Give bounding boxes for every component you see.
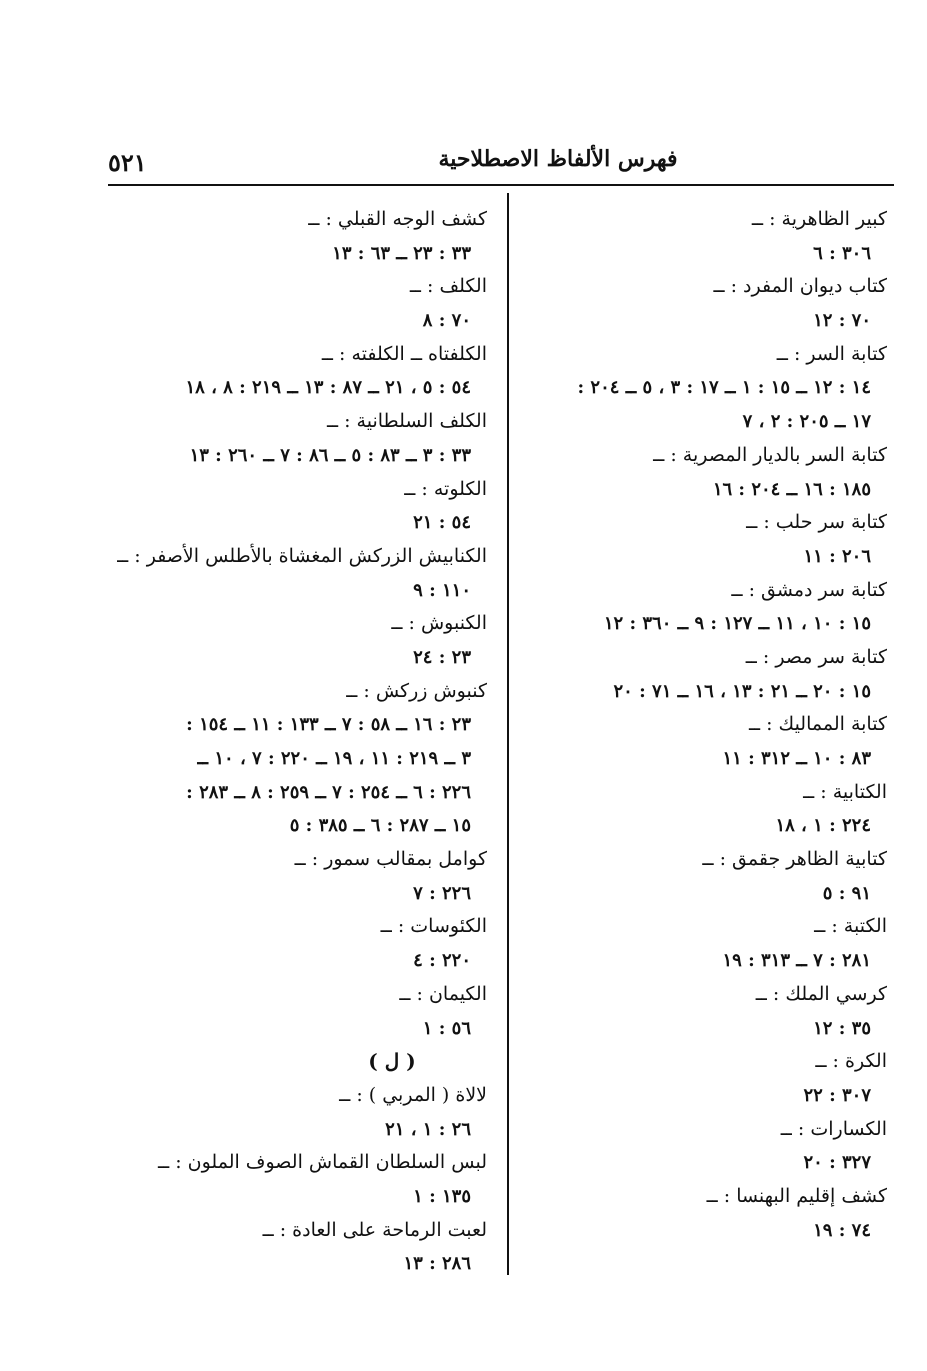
page-reference: ٢٢٦ : ٦ ــ ٢٥٤ : ٧ ــ ٢٥٩ : ٨ ــ ٢٨٣ : xyxy=(186,781,471,803)
index-term: الكرة : ــ xyxy=(815,1050,887,1073)
index-term: الكلف السلطانية : ــ xyxy=(326,410,487,433)
page-number: ٥٢١ xyxy=(108,148,147,177)
index-term: كشف إقليم البهنسا : ــ xyxy=(706,1184,887,1207)
index-term: الكلوته : ــ xyxy=(404,477,487,500)
page-reference: ٧٤ : ١٩ xyxy=(813,1219,871,1241)
index-term: كتابة المماليك : ــ xyxy=(748,713,887,736)
index-term: كتابية الظاهر جقمق : ــ xyxy=(702,848,887,871)
page-reference: ٣٢٧ : ٢٠ xyxy=(803,1152,871,1174)
page-title: فهرس الألفاظ الاصطلاحية xyxy=(438,146,678,172)
index-term: الكئوسات : ــ xyxy=(380,915,487,938)
index-term: كبير الظاهرية : ــ xyxy=(751,208,887,230)
page-reference: ٣٣ : ٢٣ ــ ٦٣ : ١٣ xyxy=(332,242,471,264)
index-term: كتابة سر دمشق : ــ xyxy=(731,578,887,601)
page-reference: ٥٤ : ٥ ، ٢١ ــ ٨٧ : ١٣ ــ ٢١٩ : ٨ ، ١٨ xyxy=(185,377,471,399)
page-reference: ٣ ــ ٢١٩ : ١١ ، ١٩ ــ ٢٢٠ : ٧ ، ١٠ ــ xyxy=(197,748,471,769)
page-reference: ١١٠ : ٩ xyxy=(413,579,471,601)
page-reference: ١٥ : ١٠ ، ١١ ــ ١٢٧ : ٩ ــ ٣٦٠ : ١٢ xyxy=(603,613,871,635)
index-term: الكلف : ــ xyxy=(409,275,487,298)
index-column-right xyxy=(512,203,887,1247)
page-reference: ٣٥ : ١٢ xyxy=(813,1017,871,1039)
page-reference: ٢٢٤ : ١ ، ١٨ xyxy=(775,815,871,837)
page-reference: ٢٣ : ١٦ ــ ٥٨ : ٧ ــ ١٣٣ : ١١ ــ ١٥٤ : xyxy=(186,714,471,736)
page-header xyxy=(108,146,894,186)
index-term: كوامل بمقالب سمور : ــ xyxy=(294,848,487,871)
page-reference: ١٥ : ٢٠ ــ ٢١ : ١٣ ، ١٦ ــ ٧١ : ٢٠ xyxy=(613,680,871,702)
page-reference: ٩١ : ٥ xyxy=(822,882,871,904)
index-term: كتابة السر : ــ xyxy=(776,342,887,365)
page-reference: ٧٠ : ١٢ xyxy=(813,310,871,332)
index-term: كرسي الملك : ــ xyxy=(755,982,887,1005)
page-reference: ٢٦ : ١ ، ٢١ xyxy=(385,1118,471,1140)
page-reference: ١٨٥ : ١٦ ــ ٢٠٤ : ١٦ xyxy=(712,478,871,500)
index-term: الكتبة : ــ xyxy=(814,915,887,938)
page-reference: ١٤ : ١٢ ــ ١٥ : ١ ــ ١٧ : ٣ ، ٥ ــ ٢٠٤ : xyxy=(577,377,871,399)
index-column-left xyxy=(117,203,487,1281)
page-reference: ٣٠٦ : ٦ xyxy=(813,242,871,264)
page-reference: ٢٢٠ : ٤ xyxy=(413,950,471,972)
index-term: كتابة سر حلب : ــ xyxy=(746,511,887,534)
letter-heading: ( ل ) xyxy=(368,1049,416,1074)
page-reference: ٢٨١ : ٧ ــ ٣١٣ : ١٩ xyxy=(722,950,871,972)
page-reference: ١٧ ــ ٢٠٥ : ٢ ، ٧ xyxy=(742,411,871,433)
page-reference: ٧٠ : ٨ xyxy=(422,310,471,332)
index-term: الكتابية : ــ xyxy=(803,780,887,803)
page-reference: ٢٢٦ : ٧ xyxy=(413,882,471,904)
page-reference: ٣٠٧ : ٢٢ xyxy=(803,1084,871,1106)
index-term: الكلفتاه ــ الكلفته : ــ xyxy=(321,342,487,365)
header-rule xyxy=(108,184,894,186)
index-term: كتاب ديوان المفرد : ــ xyxy=(713,275,887,298)
page-reference: ٥٤ : ٢١ xyxy=(413,512,471,534)
index-term: كتابة سر مصر : ــ xyxy=(745,645,887,668)
index-term: الكنبوش : ــ xyxy=(391,612,487,635)
page-reference: ٥٦ : ١ xyxy=(422,1017,471,1039)
index-term: كتابة السر بالديار المصرية : ــ xyxy=(653,443,887,466)
page-reference: ١٥ ــ ٢٨٧ : ٦ ــ ٣٨٥ : ٥ xyxy=(289,815,471,837)
index-term: لبس السلطان القماش الصوف الملون : ــ xyxy=(158,1151,487,1174)
page-reference: ١٣٥ : ١ xyxy=(413,1185,471,1207)
page-reference: ٣٣ : ٣ ــ ٨٣ : ٥ ــ ٨٦ : ٧ ــ ٢٦٠ : ١٣ xyxy=(189,444,471,466)
page-reference: ٨٣ : ١٠ ــ ٣١٢ : ١١ xyxy=(722,748,871,769)
page-reference: ٢٣ : ٢٤ xyxy=(413,646,471,668)
page-reference: ٢٨٦ : ١٣ xyxy=(403,1253,471,1275)
index-term: كشف الوجه القبلي : ــ xyxy=(308,208,487,230)
index-term: الكسارات : ــ xyxy=(780,1117,887,1140)
index-term: كنبوش زركش : ــ xyxy=(346,679,487,702)
index-term: لالاة ( المربي ) : ــ xyxy=(339,1083,487,1106)
column-divider xyxy=(507,193,509,1275)
index-term: الكيمان : ــ xyxy=(399,982,487,1005)
index-term: الكنابيش الزركش المغشاة بالأطلس الأصفر : ــ xyxy=(117,544,487,567)
index-term: لعبت الرماحة على العادة : ــ xyxy=(262,1218,487,1241)
page-reference: ٢٠٦ : ١١ xyxy=(803,545,871,567)
